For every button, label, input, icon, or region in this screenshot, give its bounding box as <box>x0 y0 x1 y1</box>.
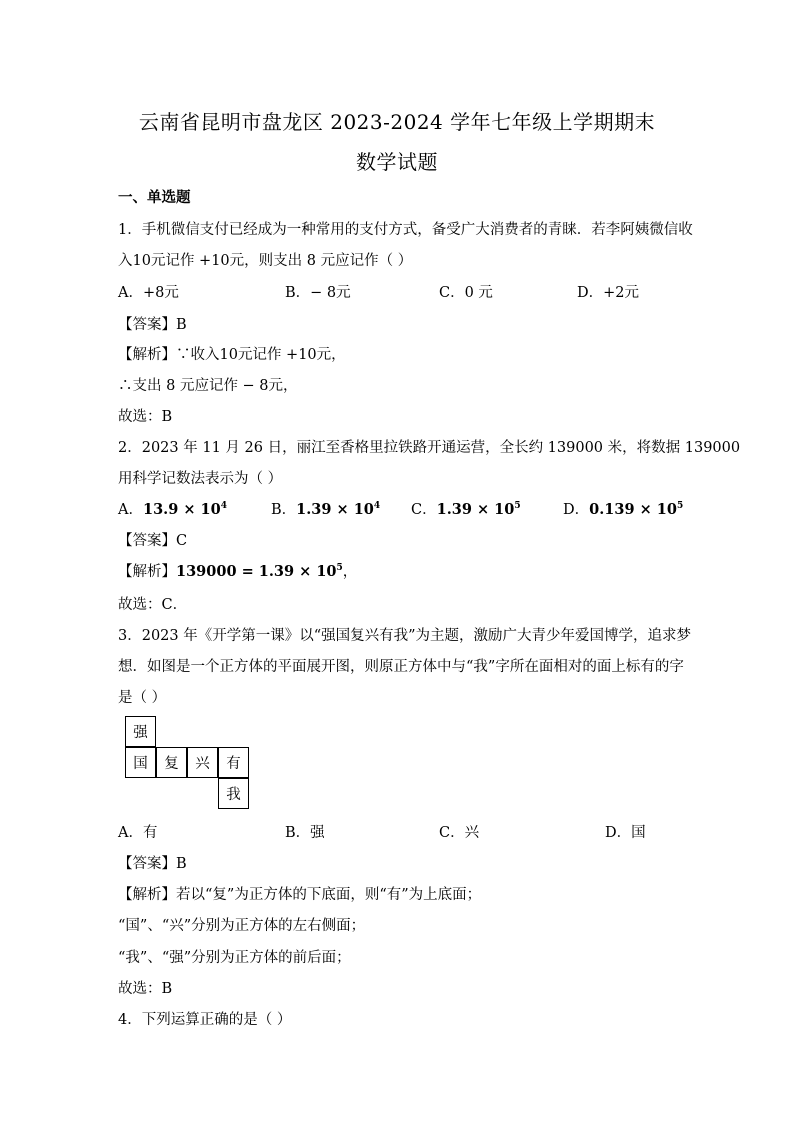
q1-analysis <box>118 343 346 364</box>
q1-option-a: A．+8元 <box>118 285 179 301</box>
q1-option-b: B．− 8元 <box>285 285 351 301</box>
q1-stem-line1: 1．手机微信支付已经成为一种常用的支付方式，备受广大消费者的青睐．若李阿姨微信收 <box>118 222 693 238</box>
q3-analysis-line2: “国”、“兴”分别为正方体的左右侧面； <box>118 918 366 934</box>
net-cell-row-2: 复 <box>156 747 187 778</box>
net-cell-row-4: 有 <box>218 747 249 778</box>
q2-option-a-base: 13.9 × 10 <box>142 501 221 518</box>
q1-analysis-line2: ∴支出 8 元应记作 − 8元， <box>118 378 298 394</box>
q2-analysis-label: 【解析】 <box>118 564 176 580</box>
section-heading: 一、单选题 <box>118 189 191 206</box>
q2-option-b-prefix: B． <box>271 502 297 518</box>
q2-stem-line2: 用科学记数法表示为（ ） <box>118 471 283 487</box>
q2-analysis-tail: ， <box>342 564 358 580</box>
q3-analysis <box>118 883 481 904</box>
q1-analysis-text: ∵收入10元记作 +10元， <box>176 347 346 363</box>
q3-option-b: B．强 <box>285 825 325 841</box>
q1-option-c: C．0 元 <box>439 285 493 301</box>
q2-option-c-exp: 5 <box>514 501 521 512</box>
q3-stem-line1: 3．2023 年《开学第一课》以“强国复兴有我”为主题，激励广大青少年爱国博学，追求梦 <box>118 628 692 644</box>
q2-option-d-prefix: D． <box>563 502 590 518</box>
q1-option-d: D．+2元 <box>577 285 640 301</box>
q2-option-a <box>118 498 227 519</box>
q1-answer: 【答案】B <box>118 317 187 333</box>
document-title: 云南省昆明市盘龙区 2023-2024 学年七年级上学期期末 <box>138 110 656 134</box>
q4-stem-line1: 4．下列运算正确的是（ ） <box>118 1012 292 1028</box>
q2-option-b-base: 1.39 × 10 <box>296 501 374 518</box>
q3-analysis-text: 若以“复”为正方体的下底面，则“有”为上底面； <box>176 887 482 903</box>
document-subtitle: 数学试题 <box>356 150 438 174</box>
q2-option-a-exp: 4 <box>220 501 227 512</box>
q2-stem-line1: 2．2023 年 11 月 26 日，丽江至香格里拉铁路开通运营，全长约 139000 米，将数据 139000 <box>118 440 741 456</box>
q3-analysis-label: 【解析】 <box>118 887 176 903</box>
q2-option-d-exp: 5 <box>676 501 684 512</box>
q3-answer: 【答案】B <box>118 856 187 872</box>
q2-option-c-prefix: C． <box>411 502 437 518</box>
q2-analysis <box>118 560 357 581</box>
net-cell-top: 强 <box>125 716 156 747</box>
net-cell-row-1: 国 <box>125 747 156 778</box>
q2-answer: 【答案】C <box>118 533 188 549</box>
q2-option-c-base: 1.39 × 10 <box>436 501 515 518</box>
net-cell-bottom: 我 <box>218 778 249 809</box>
q1-stem-line2: 入10元记作 +10元，则支出 8 元应记作（ ） <box>118 253 413 269</box>
q2-option-d <box>563 498 683 519</box>
q3-conclusion: 故选：B <box>118 981 173 997</box>
q2-option-d-base: 0.139 × 10 <box>589 501 677 518</box>
q1-conclusion: 故选：B <box>118 409 173 425</box>
q2-option-c <box>411 498 521 519</box>
q2-option-b <box>271 498 380 519</box>
q3-option-a: A．有 <box>118 825 158 841</box>
q3-option-c: C．兴 <box>439 825 480 841</box>
q2-analysis-exp: 5 <box>336 563 343 574</box>
q3-stem-line3: 是（ ） <box>118 690 167 706</box>
q1-analysis-label: 【解析】 <box>118 347 176 363</box>
cube-net-figure <box>125 716 255 810</box>
q3-analysis-line3: “我”、“强”分别为正方体的前后面； <box>118 950 351 966</box>
q2-conclusion: 故选：C． <box>118 597 188 613</box>
net-cell-row-3: 兴 <box>187 747 218 778</box>
q2-analysis-base: 139000 = 1.39 × 10 <box>176 563 337 580</box>
q3-stem-line2: 想．如图是一个正方体的平面展开图，则原正方体中与“我”字所在面相对的面上标有的字 <box>118 659 684 675</box>
q2-option-a-prefix: A． <box>118 502 143 518</box>
q2-option-b-exp: 4 <box>373 501 381 512</box>
q3-option-d: D．国 <box>605 825 646 841</box>
